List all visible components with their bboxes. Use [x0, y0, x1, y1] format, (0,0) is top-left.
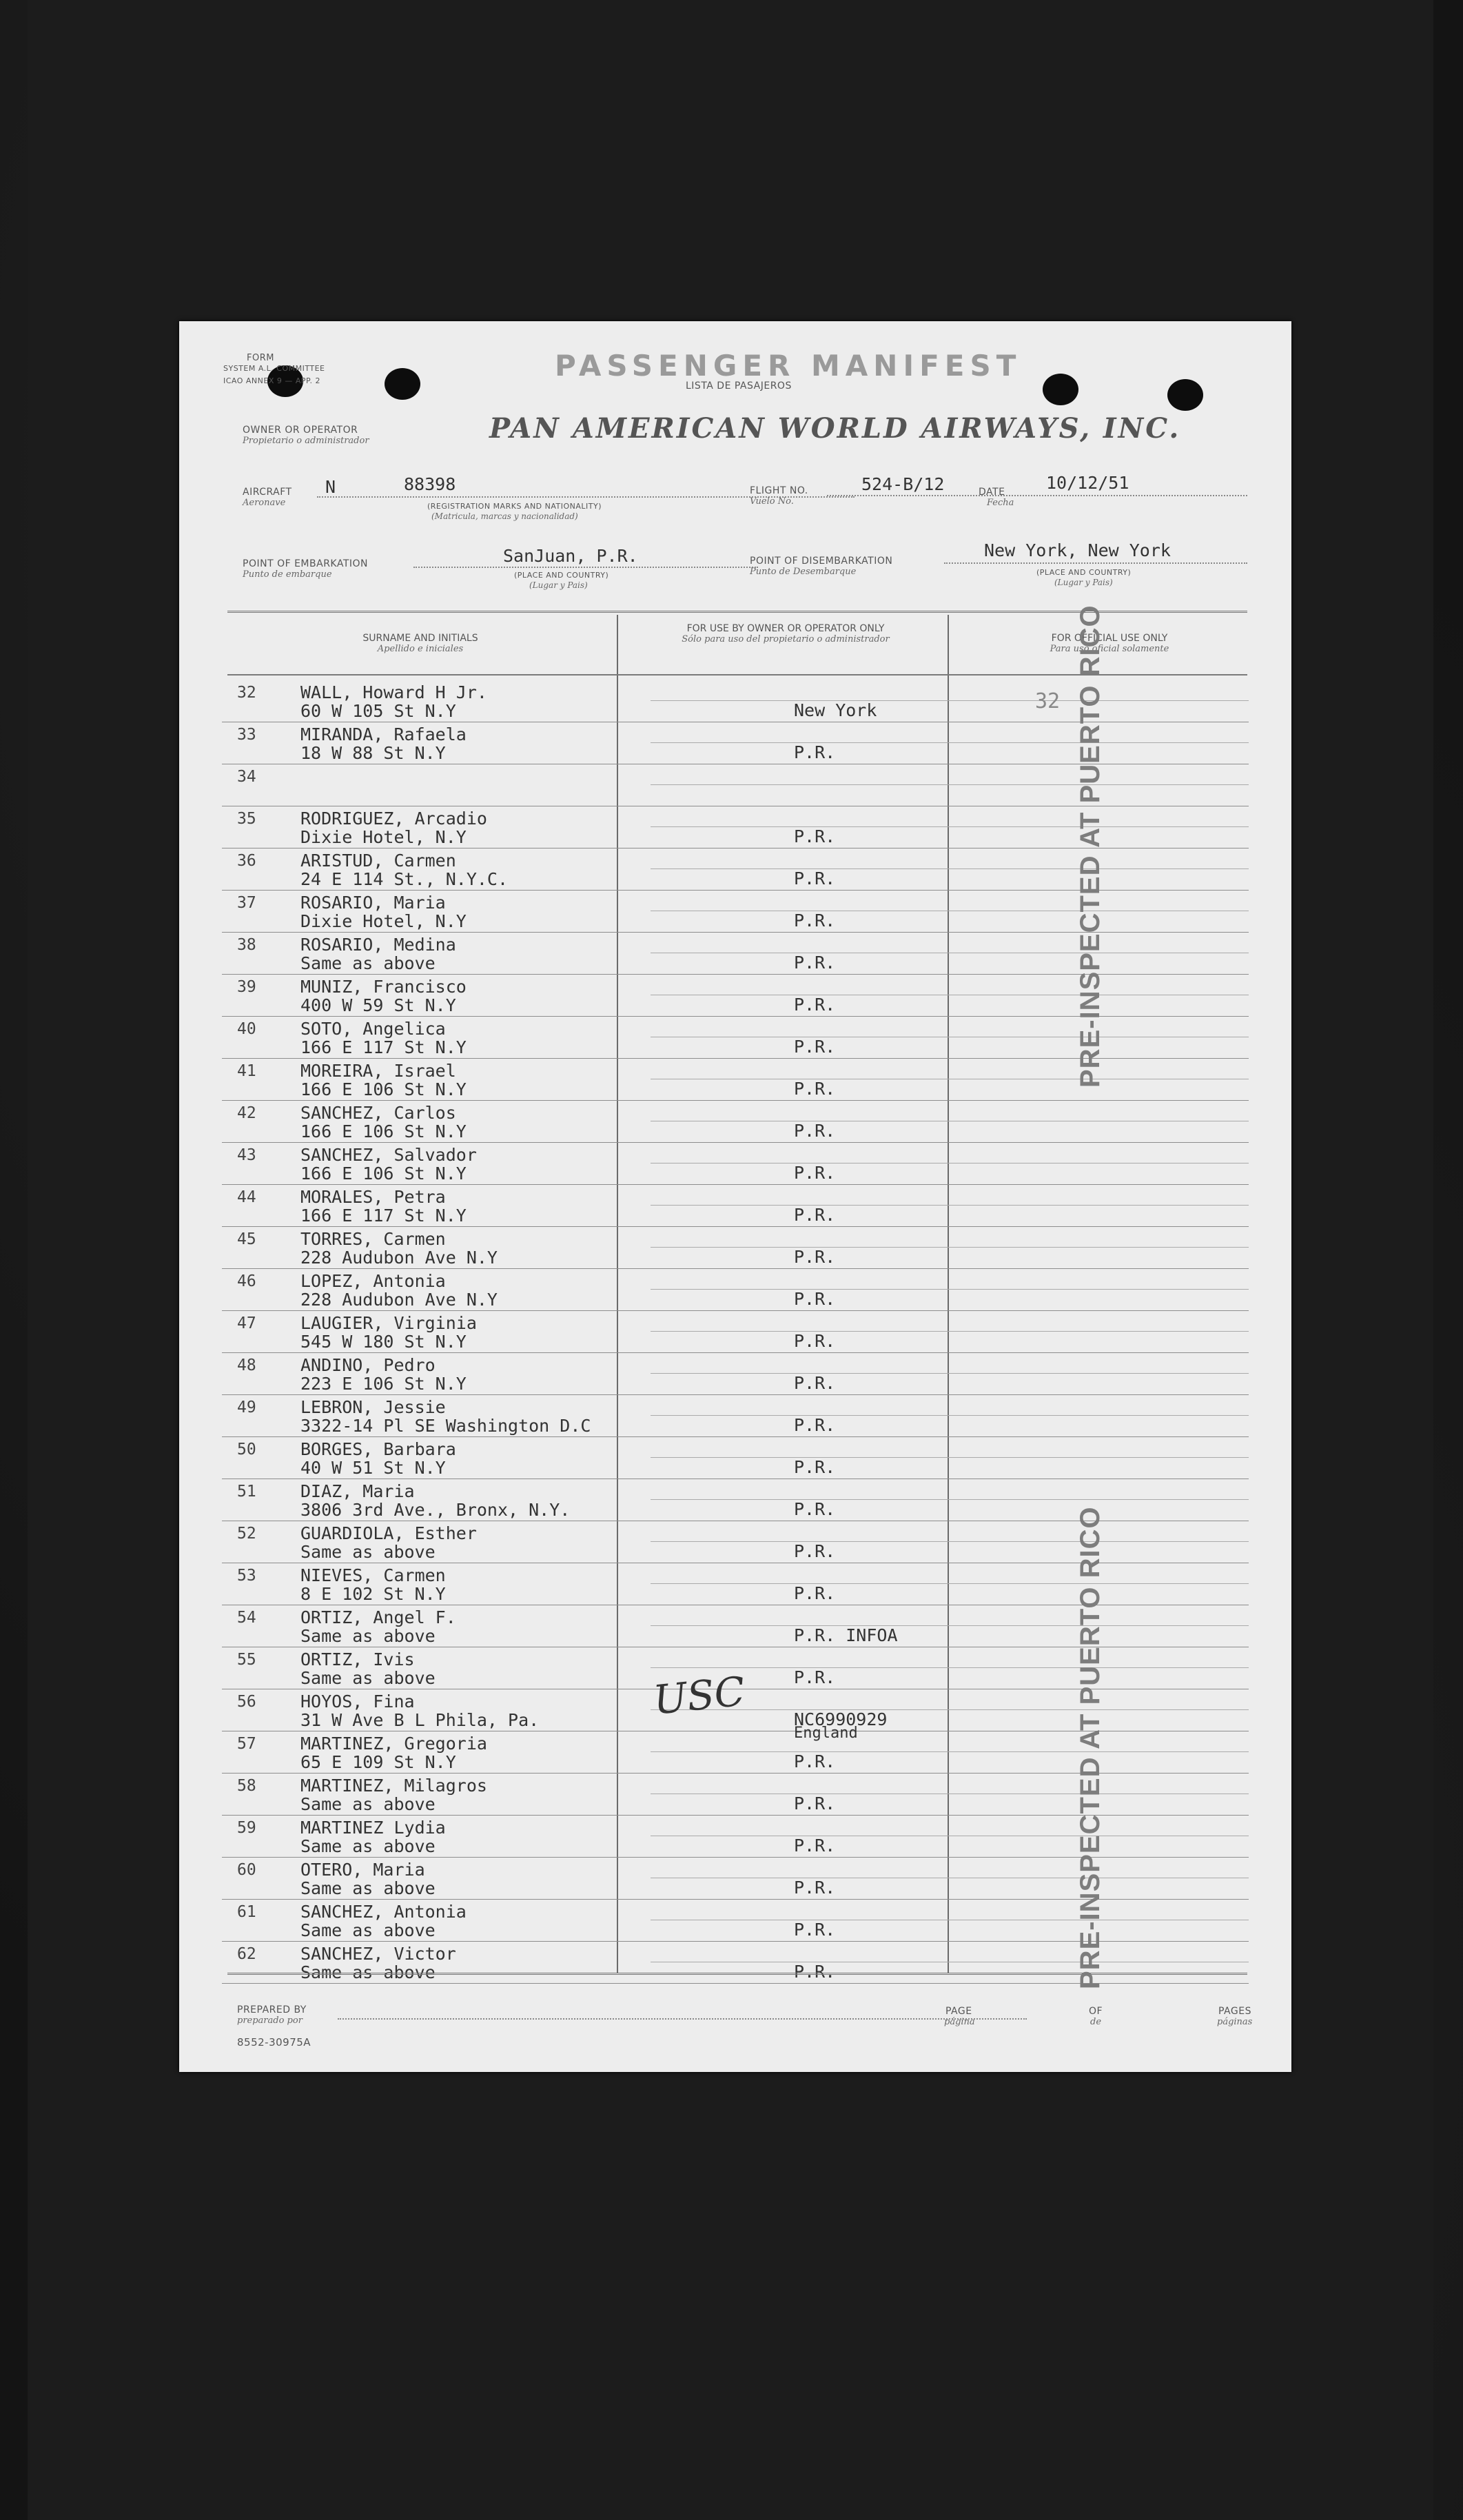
- row-number: 35: [237, 810, 256, 828]
- row-guide-line: [651, 1751, 1249, 1752]
- row-guide-line: [651, 700, 1249, 701]
- punch-hole: [1043, 374, 1078, 405]
- flight-label-es: Vuelo No.: [750, 496, 794, 507]
- prepared-by-label: PREPARED BY: [237, 2004, 307, 2015]
- passenger-destination: P.R.: [794, 1079, 836, 1099]
- row-number: 56: [237, 1693, 256, 1711]
- disembark-place-note: (PLACE AND COUNTRY): [1036, 568, 1132, 577]
- row-guide-line: [651, 742, 1249, 743]
- passenger-name: ANDINO, Pedro: [300, 1355, 436, 1375]
- row-number: 39: [237, 978, 256, 996]
- passenger-name: SANCHEZ, Victor: [300, 1944, 456, 1964]
- form-number: 8552-30975A: [237, 2036, 311, 2049]
- owner-label-es: Propietario o administrador: [243, 436, 369, 446]
- prepared-by-underline: [338, 2018, 1027, 2020]
- row-number: 53: [237, 1567, 256, 1585]
- row-guide-line: [651, 868, 1249, 869]
- flight-underline: [827, 495, 1247, 496]
- passenger-name: SANCHEZ, Salvador: [300, 1145, 477, 1165]
- passenger-destination: P.R.: [794, 826, 836, 846]
- passenger-destination: P.R.: [794, 1037, 836, 1057]
- table-row: [222, 1100, 1249, 1143]
- passenger-address: 166 E 106 St N.Y: [300, 1164, 467, 1183]
- row-number: 55: [237, 1651, 256, 1669]
- row-number: 52: [237, 1525, 256, 1543]
- row-guide-line: [651, 1457, 1249, 1458]
- row-number: 48: [237, 1356, 256, 1374]
- row-guide-line: [651, 1373, 1249, 1374]
- passenger-address: 60 W 105 St N.Y: [300, 701, 456, 721]
- passenger-address: 3322-14 Pl SE Washington D.C: [300, 1416, 591, 1436]
- passenger-destination: P.R.: [794, 1667, 836, 1687]
- passenger-destination: P.R.: [794, 1878, 836, 1898]
- passenger-destination: P.R.: [794, 1331, 836, 1351]
- prepared-by-label-es: preparado por: [237, 2015, 303, 2026]
- date-label-es: Fecha: [987, 498, 1014, 508]
- disembark-label-es: Punto de Desembarque: [750, 567, 857, 577]
- passenger-destination: P.R.: [794, 1920, 836, 1940]
- flight-label: FLIGHT NO.: [750, 485, 808, 496]
- passenger-name: MORALES, Petra: [300, 1187, 446, 1207]
- table-row: [222, 1142, 1249, 1185]
- of-label: OF: [1089, 2006, 1103, 2017]
- row-number: 54: [237, 1609, 256, 1627]
- handwritten-annotation: USC: [651, 1667, 748, 1724]
- passenger-destination: P.R.: [794, 1962, 836, 1982]
- row-guide-line: [651, 1625, 1249, 1626]
- passenger-address: 400 W 59 St N.Y: [300, 995, 456, 1015]
- registration-note: (REGISTRATION MARKS AND NATIONALITY): [427, 502, 602, 511]
- table-row: [222, 1394, 1249, 1437]
- row-number: 58: [237, 1777, 256, 1795]
- passenger-destination: P.R.: [794, 1163, 836, 1183]
- row-guide-line: [651, 1205, 1249, 1206]
- row-guide-line: [651, 1289, 1249, 1290]
- row-number: 38: [237, 936, 256, 954]
- passenger-name: WALL, Howard H Jr.: [300, 682, 487, 702]
- passenger-destination: P.R.: [794, 742, 836, 762]
- passenger-name: LAUGIER, Virginia: [300, 1313, 477, 1333]
- passenger-destination: P.R.: [794, 1836, 836, 1856]
- passenger-name: MIRANDA, Rafaela: [300, 724, 467, 744]
- passenger-destination: P.R.: [794, 1121, 836, 1141]
- passenger-name: MARTINEZ, Milagros: [300, 1776, 487, 1796]
- passenger-destination: P.R.: [794, 1457, 836, 1477]
- passenger-address: Same as above: [300, 1962, 436, 1982]
- flight-value: 524-B/12: [861, 474, 945, 494]
- of-label-es: de: [1090, 2017, 1102, 2027]
- row-number: 50: [237, 1441, 256, 1459]
- passenger-destination: P.R.: [794, 1205, 836, 1225]
- passenger-address: 18 W 88 St N.Y: [300, 743, 446, 763]
- table-row: [222, 1184, 1249, 1227]
- passenger-address: 166 E 106 St N.Y: [300, 1079, 467, 1099]
- row-number: 34: [237, 768, 256, 786]
- embark-place-note: (PLACE AND COUNTRY): [514, 571, 609, 580]
- pages-label: PAGES: [1218, 2006, 1251, 2017]
- passenger-destination: P.R.: [794, 1415, 836, 1435]
- passenger-address: 166 E 117 St N.Y: [300, 1206, 467, 1226]
- form-code-top: FORM: [247, 353, 274, 363]
- row-number: 45: [237, 1230, 256, 1248]
- passenger-name: MOREIRA, Israel: [300, 1061, 456, 1081]
- manifest-sheet: [179, 321, 1291, 2072]
- table-row: [222, 1226, 1249, 1269]
- disembark-value: New York, New York: [984, 540, 1171, 560]
- row-number: 42: [237, 1104, 256, 1122]
- date-label: DATE: [979, 487, 1005, 498]
- passenger-address: 24 E 114 St., N.Y.C.: [300, 869, 509, 889]
- company-name: PAN AMERICAN WORLD AIRWAYS, INC.: [489, 412, 1181, 445]
- table-row: [222, 1352, 1249, 1395]
- column-header-official: FOR OFFICIAL USE ONLY Para uso oficial solamente: [1050, 633, 1169, 654]
- passenger-address: Same as above: [300, 953, 436, 973]
- passenger-name: NIEVES, Carmen: [300, 1565, 446, 1585]
- passenger-destination-note: England: [794, 1725, 858, 1742]
- row-guide-line: [651, 1499, 1249, 1500]
- row-guide-line: [651, 1331, 1249, 1332]
- passenger-destination: New York: [794, 700, 877, 720]
- punch-hole: [385, 368, 420, 400]
- passenger-address: Dixie Hotel, N.Y: [300, 827, 467, 847]
- passenger-destination: P.R.: [794, 1499, 836, 1519]
- passenger-destination: P.R. INFOA: [794, 1625, 898, 1645]
- disembark-underline: [944, 562, 1247, 564]
- passenger-name: ORTIZ, Ivis: [300, 1649, 415, 1669]
- passenger-destination: P.R.: [794, 953, 836, 973]
- row-number: 37: [237, 894, 256, 912]
- page-label: PAGE: [945, 2006, 972, 2017]
- page-subtitle: LISTA DE PASAJEROS: [686, 380, 792, 392]
- row-number: 36: [237, 852, 256, 870]
- passenger-name: BORGES, Barbara: [300, 1439, 456, 1459]
- passenger-address: Same as above: [300, 1878, 436, 1898]
- passenger-destination: P.R.: [794, 1541, 836, 1561]
- preinspection-stamp: PRE-INSPECTED AT PUERTO RICO: [1075, 1506, 1105, 1989]
- registration-note-es: (Matricula, marcas y nacionalidad): [431, 511, 578, 521]
- passenger-name: OTERO, Maria: [300, 1860, 425, 1880]
- passenger-address: 228 Audubon Ave N.Y: [300, 1290, 498, 1310]
- row-guide-line: [651, 1247, 1249, 1248]
- passenger-destination: P.R.: [794, 1583, 836, 1603]
- passenger-name: DIAZ, Maria: [300, 1481, 415, 1501]
- passenger-address: Same as above: [300, 1668, 436, 1688]
- passenger-address: Same as above: [300, 1836, 436, 1856]
- passenger-address: 545 W 180 St N.Y: [300, 1332, 467, 1352]
- row-number: 57: [237, 1735, 256, 1753]
- table-row: [222, 1310, 1249, 1353]
- passenger-address: Dixie Hotel, N.Y: [300, 911, 467, 931]
- passenger-address: 223 E 106 St N.Y: [300, 1374, 467, 1394]
- passenger-address: Same as above: [300, 1626, 436, 1646]
- passenger-address: 166 E 117 St N.Y: [300, 1037, 467, 1057]
- passenger-address: 31 W Ave B L Phila, Pa.: [300, 1710, 540, 1730]
- form-code-bottom: ICAO ANNEX 9 — APP. 2: [223, 376, 320, 385]
- column-header-surname: SURNAME AND INITIALS Apellido e iniciales: [362, 633, 478, 654]
- passenger-address: 65 E 109 St N.Y: [300, 1752, 456, 1772]
- row-guide-line: [651, 1583, 1249, 1584]
- preinspection-stamp: PRE-INSPECTED AT PUERTO RICO: [1075, 604, 1105, 1088]
- row-number: 47: [237, 1314, 256, 1332]
- passenger-name: SANCHEZ, Carlos: [300, 1103, 456, 1123]
- row-number: 51: [237, 1483, 256, 1501]
- table-row: [222, 1436, 1249, 1479]
- row-number: 62: [237, 1945, 256, 1963]
- row-number: 41: [237, 1062, 256, 1080]
- disembark-place-note-es: (Lugar y Pais): [1054, 578, 1113, 587]
- passenger-name: HOYOS, Fina: [300, 1691, 415, 1711]
- passenger-name: ORTIZ, Angel F.: [300, 1607, 456, 1627]
- passenger-destination: P.R.: [794, 1751, 836, 1771]
- table-row: [222, 1268, 1249, 1311]
- embark-label-es: Punto de embarque: [243, 569, 332, 580]
- row-guide-line: [651, 1415, 1249, 1416]
- aircraft-label-es: Aeronave: [243, 498, 286, 508]
- passenger-destination: P.R.: [794, 1247, 836, 1267]
- row-guide-line: [651, 784, 1249, 785]
- page-label-es: página: [944, 2017, 975, 2027]
- official-use-mark: 32: [1035, 689, 1061, 713]
- passenger-destination: P.R.: [794, 911, 836, 931]
- passenger-destination: P.R.: [794, 1794, 836, 1813]
- row-number: 43: [237, 1146, 256, 1164]
- row-guide-line: [651, 1163, 1249, 1164]
- passenger-name: RODRIGUEZ, Arcadio: [300, 809, 487, 829]
- punch-hole: [1167, 379, 1203, 411]
- passenger-name: MUNIZ, Francisco: [300, 977, 467, 997]
- passenger-address: Same as above: [300, 1542, 436, 1562]
- row-guide-line: [651, 826, 1249, 827]
- embark-place-note-es: (Lugar y Pais): [529, 580, 588, 590]
- embark-value: SanJuan, P.R.: [503, 546, 638, 566]
- page-title: PASSENGER MANIFEST: [555, 349, 1022, 383]
- passenger-name: ROSARIO, Maria: [300, 893, 446, 913]
- row-number: 33: [237, 726, 256, 744]
- passenger-name: ROSARIO, Medina: [300, 935, 456, 955]
- row-number: 44: [237, 1188, 256, 1206]
- passenger-name: SANCHEZ, Antonia: [300, 1902, 467, 1922]
- passenger-name: ARISTUD, Carmen: [300, 851, 456, 871]
- row-guide-line: [651, 1541, 1249, 1542]
- owner-label: OWNER OR OPERATOR: [243, 425, 358, 436]
- passenger-name: LOPEZ, Antonia: [300, 1271, 446, 1291]
- row-number: 40: [237, 1020, 256, 1038]
- row-number: 60: [237, 1861, 256, 1879]
- passenger-name: TORRES, Carmen: [300, 1229, 446, 1249]
- date-value: 10/12/51: [1046, 473, 1129, 493]
- embark-underline: [413, 567, 758, 568]
- passenger-destination: P.R.: [794, 868, 836, 888]
- aircraft-prefix: N: [325, 477, 336, 497]
- passenger-name: MARTINEZ Lydia: [300, 1818, 446, 1838]
- passenger-name: LEBRON, Jessie: [300, 1397, 446, 1417]
- row-number: 46: [237, 1272, 256, 1290]
- form-code-mid: SYSTEM A.L. COMMITTEE: [223, 364, 325, 373]
- row-number: 61: [237, 1903, 256, 1921]
- disembark-label: POINT OF DISEMBARKATION: [750, 556, 893, 567]
- passenger-address: 228 Audubon Ave N.Y: [300, 1248, 498, 1268]
- passenger-destination: NC6990929: [794, 1709, 888, 1729]
- passenger-address: 40 W 51 St N.Y: [300, 1458, 446, 1478]
- passenger-address: 166 E 106 St N.Y: [300, 1121, 467, 1141]
- passenger-address: 8 E 102 St N.Y: [300, 1584, 446, 1604]
- passenger-destination: P.R.: [794, 995, 836, 1015]
- aircraft-label: AIRCRAFT: [243, 487, 292, 498]
- passenger-name: SOTO, Angelica: [300, 1019, 446, 1039]
- aircraft-value: 88398: [404, 474, 456, 494]
- passenger-destination: P.R.: [794, 1289, 836, 1309]
- passenger-address: 3806 3rd Ave., Bronx, N.Y.: [300, 1500, 571, 1520]
- row-number: 59: [237, 1819, 256, 1837]
- row-number: 32: [237, 684, 256, 702]
- passenger-address: Same as above: [300, 1920, 436, 1940]
- row-number: 49: [237, 1399, 256, 1416]
- passenger-name: MARTINEZ, Gregoria: [300, 1734, 487, 1754]
- passenger-destination: P.R.: [794, 1373, 836, 1393]
- column-header-operator: FOR USE BY OWNER OR OPERATOR ONLY Sólo para uso del propietario o administrador: [682, 623, 890, 644]
- passenger-name: GUARDIOLA, Esther: [300, 1523, 477, 1543]
- embark-label: POINT OF EMBARKATION: [243, 558, 369, 569]
- pages-label-es: páginas: [1217, 2017, 1253, 2027]
- passenger-address: Same as above: [300, 1794, 436, 1814]
